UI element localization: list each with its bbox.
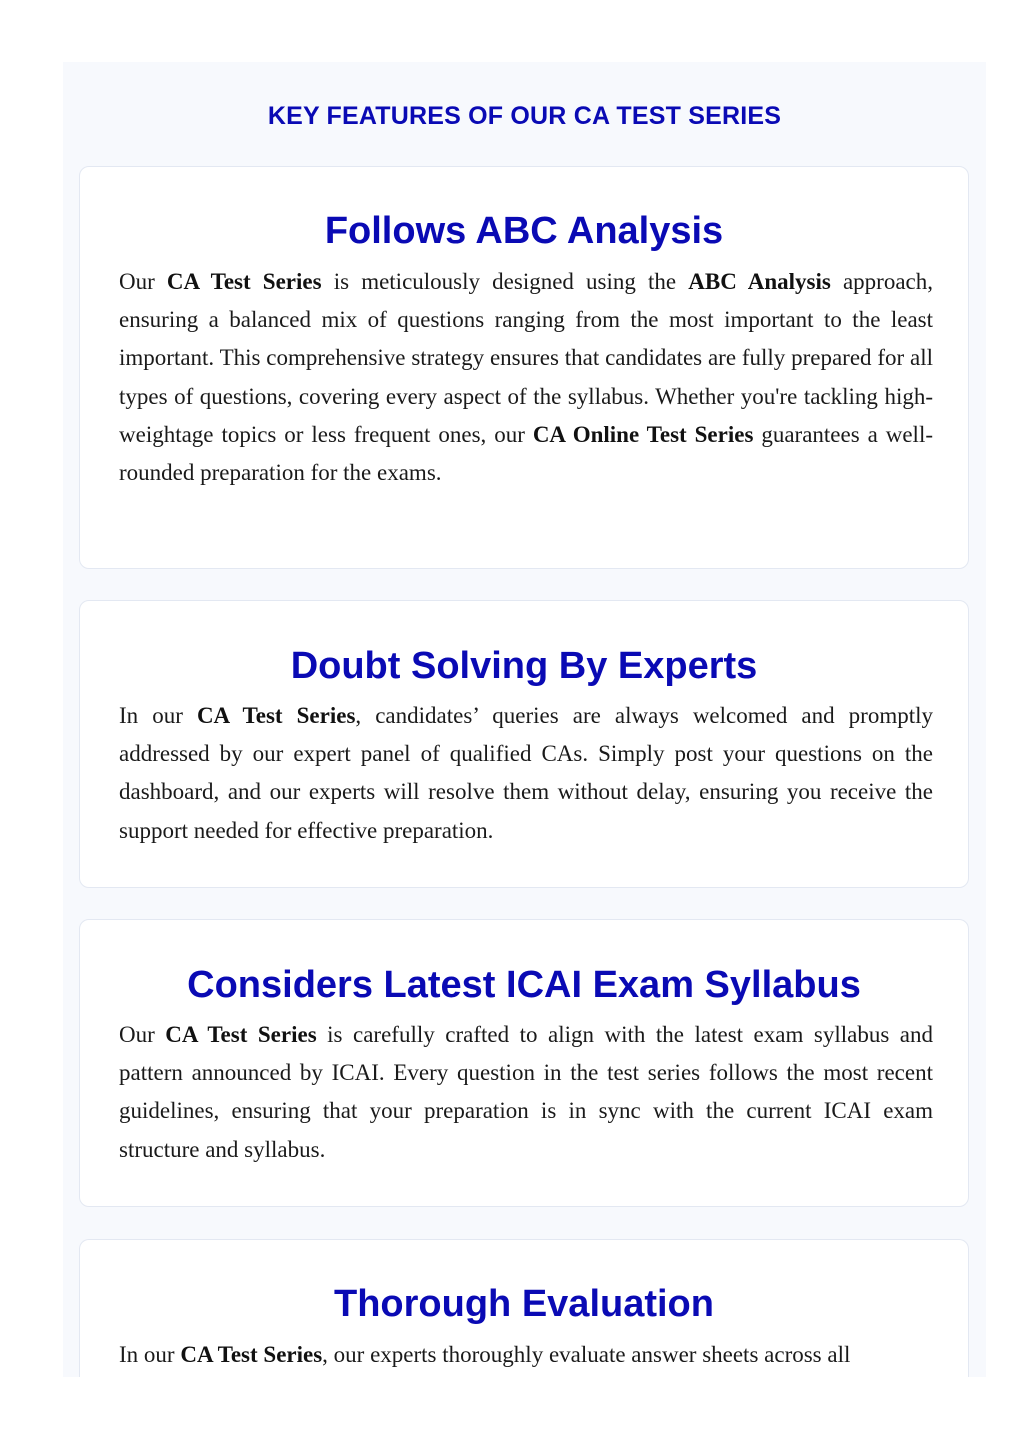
feature-card xyxy=(79,1239,969,1377)
feature-card xyxy=(79,600,969,888)
feature-title: Follows ABC Analysis xyxy=(324,210,724,252)
feature-description: In our CA Test Series, our experts thoroughly evaluate answer sheets across all xyxy=(119,1342,851,1367)
feature-description: In our CA Test Series, candidates’ queries are always welcomed and promptly addressed by our expert panel of qualified CAs. Simply post your questions on the dashboard, and our experts will resolve them without delay, ensuring you receive the support needed for effective preparation. xyxy=(119,703,933,843)
feature-card xyxy=(79,166,969,569)
feature-card xyxy=(79,919,969,1207)
feature-title: Thorough Evaluation xyxy=(334,1283,714,1325)
feature-description: Our CA Test Series is meticulously designed using the ABC Analysis approach, ensuring a balanced mix of questions ranging from the most important to the least important. This comprehensive strategy ensures that candidates are fully prepared for all types of questions, covering every aspect of the syllabus. Whether you're tackling high-weightage topics or less frequent ones, our CA Online Test Series guarantees a well-rounded preparation for the exams. xyxy=(119,269,934,486)
feature-title: Considers Latest ICAI Exam Syllabus xyxy=(187,964,861,1006)
feature-description: Our CA Test Series is carefully crafted to align with the latest exam syllabus and pattern announced by ICAI. Every question in the test series follows the most recent guidelines, ensuring that your preparation is in sync with the current ICAI exam structure and syllabus. xyxy=(119,1022,933,1162)
feature-title: Doubt Solving By Experts xyxy=(290,645,758,687)
features-section xyxy=(63,62,986,1377)
section-title: KEY FEATURES OF OUR CA TEST SERIES xyxy=(267,102,782,130)
